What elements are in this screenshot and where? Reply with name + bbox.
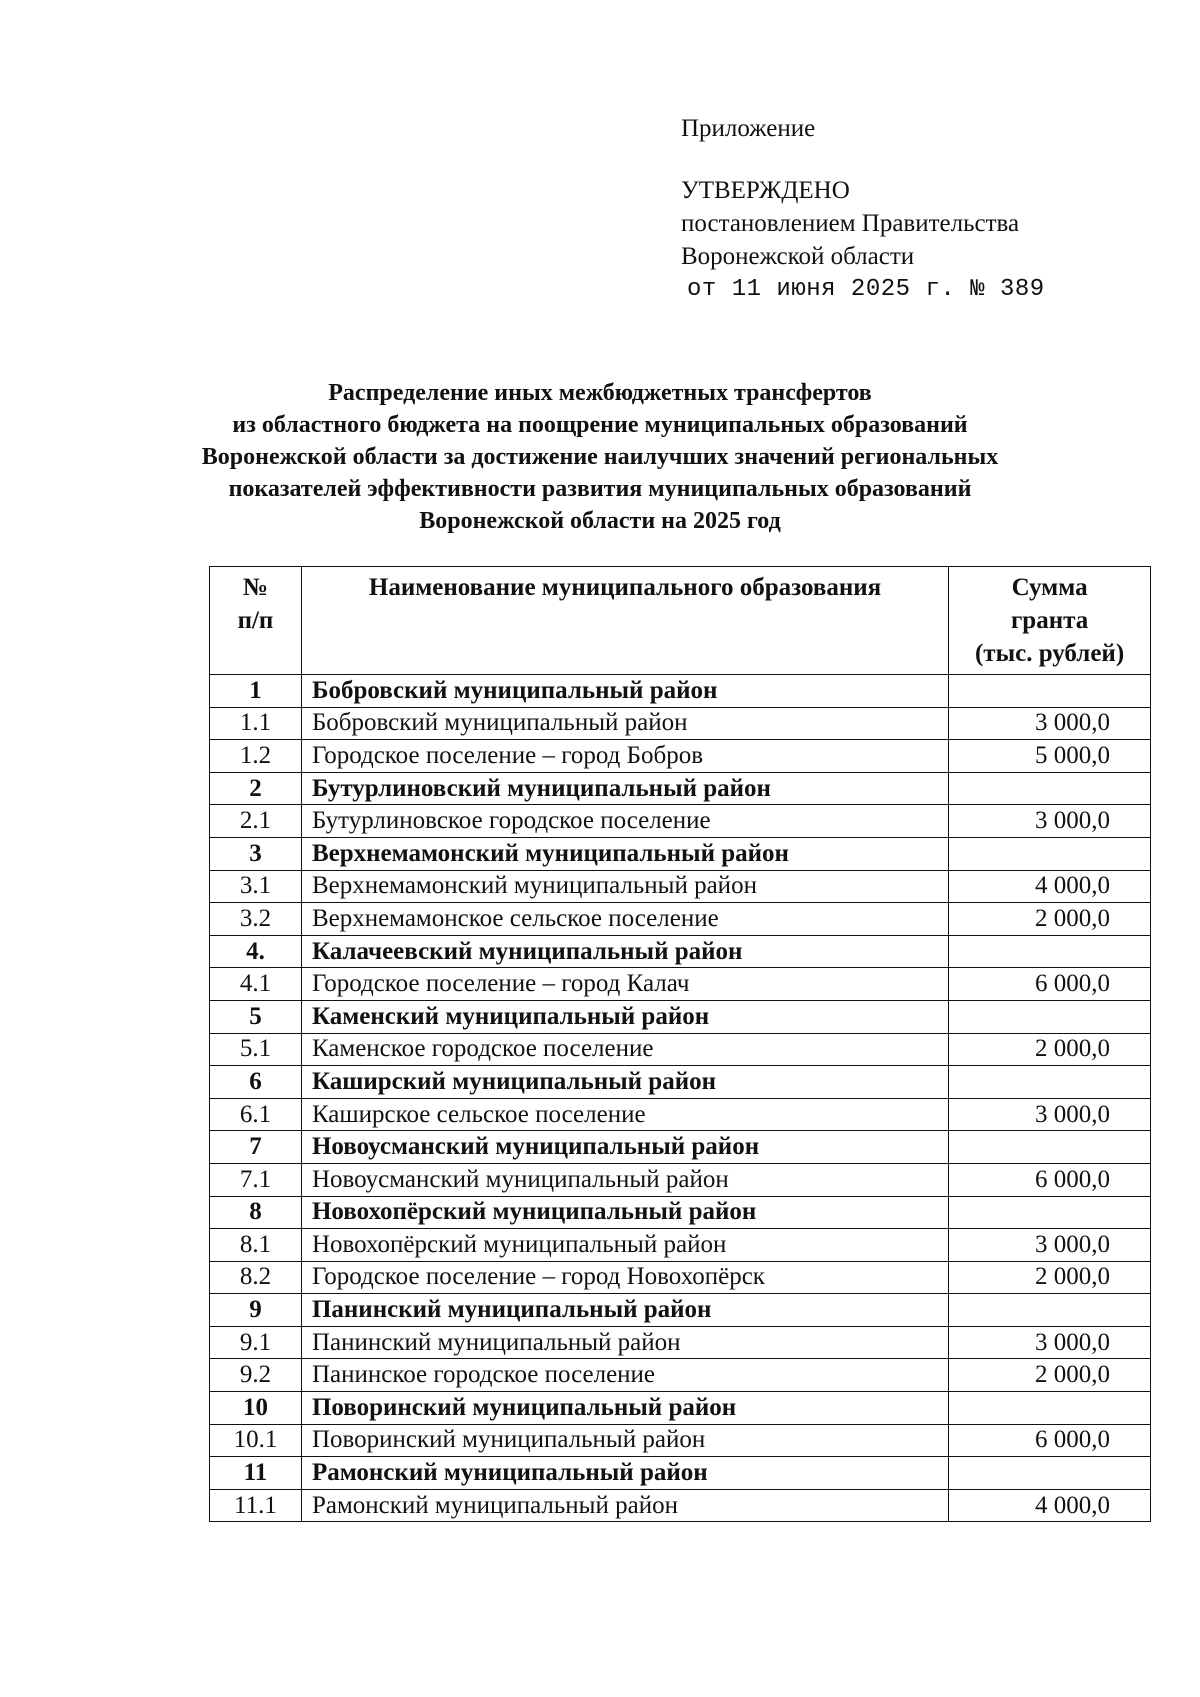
title-line-3: Воронежской области за достижение наилучших значений региональных	[201, 444, 999, 470]
row-number: 8	[210, 1196, 302, 1229]
row-sum: 5 000,0	[949, 740, 1151, 773]
row-name: Верхнемамонский муниципальный район	[301, 837, 948, 870]
row-name: Каширский муниципальный район	[301, 1066, 948, 1099]
row-number: 7	[210, 1131, 302, 1164]
row-number: 6	[210, 1066, 302, 1099]
header-sum: Сумма гранта (тыс. рублей)	[949, 567, 1151, 675]
row-number: 6.1	[210, 1098, 302, 1131]
row-name: Поворинский муниципальный район	[301, 1424, 948, 1457]
row-sum	[949, 1392, 1151, 1425]
row-sum: 4 000,0	[949, 1489, 1151, 1522]
row-name: Новоусманский муниципальный район	[301, 1131, 948, 1164]
approved-stamp: УТВЕРЖДЕНО	[681, 177, 850, 204]
table-group-row	[210, 1131, 1151, 1164]
table-row	[210, 1163, 1151, 1196]
row-sum	[949, 837, 1151, 870]
row-name: Новоусманский муниципальный район	[301, 1163, 948, 1196]
row-sum	[949, 675, 1151, 708]
row-sum	[949, 1066, 1151, 1099]
approval-line-2: Воронежской области	[681, 243, 915, 270]
header-number: № п/п	[210, 567, 302, 675]
table-row	[210, 1326, 1151, 1359]
row-number: 1	[210, 675, 302, 708]
appendix-label: Приложение	[681, 115, 816, 142]
table-row	[210, 870, 1151, 903]
table-row	[210, 1359, 1151, 1392]
row-sum: 2 000,0	[949, 1359, 1151, 1392]
row-name: Рамонский муниципальный район	[301, 1489, 948, 1522]
row-name: Каменский муниципальный район	[301, 1000, 948, 1033]
table-group-row	[210, 675, 1151, 708]
table-group-row	[210, 837, 1151, 870]
row-number: 9	[210, 1294, 302, 1327]
row-number: 8.2	[210, 1261, 302, 1294]
table-row	[210, 968, 1151, 1001]
approval-line-1: постановлением Правительства	[681, 210, 1020, 237]
decree-date-number: от 11 июня 2025 г. № 389	[687, 276, 1045, 303]
row-sum: 4 000,0	[949, 870, 1151, 903]
row-sum	[949, 1131, 1151, 1164]
table-row	[210, 707, 1151, 740]
row-number: 5	[210, 1000, 302, 1033]
row-number: 8.1	[210, 1229, 302, 1262]
table-group-row	[210, 1000, 1151, 1033]
row-sum	[949, 1000, 1151, 1033]
table-group-row	[210, 935, 1151, 968]
row-sum: 3 000,0	[949, 1326, 1151, 1359]
row-number: 10.1	[210, 1424, 302, 1457]
row-number: 2.1	[210, 805, 302, 838]
row-sum: 6 000,0	[949, 1163, 1151, 1196]
table-row	[210, 740, 1151, 773]
row-sum	[949, 1457, 1151, 1490]
row-number: 3.2	[210, 903, 302, 936]
row-sum: 3 000,0	[949, 1229, 1151, 1262]
row-sum	[949, 772, 1151, 805]
title-line-5: Воронежской области на 2025 год	[419, 508, 781, 534]
title-line-2: из областного бюджета на поощрение муниципальных образований	[232, 412, 968, 438]
row-number: 7.1	[210, 1163, 302, 1196]
table-row	[210, 1229, 1151, 1262]
row-sum	[949, 1294, 1151, 1327]
table-row	[210, 1033, 1151, 1066]
table-row	[210, 805, 1151, 838]
title-line-1: Распределение иных межбюджетных трансфертов	[328, 380, 872, 406]
row-number: 9.1	[210, 1326, 302, 1359]
row-name: Новохопёрский муниципальный район	[301, 1196, 948, 1229]
row-name: Новохопёрский муниципальный район	[301, 1229, 948, 1262]
row-sum: 6 000,0	[949, 1424, 1151, 1457]
table-group-row	[210, 1196, 1151, 1229]
table-group-row	[210, 772, 1151, 805]
row-name: Верхнемамонский муниципальный район	[301, 870, 948, 903]
table-row	[210, 1261, 1151, 1294]
table-group-row	[210, 1392, 1151, 1425]
approval-block	[681, 112, 1101, 306]
row-name: Панинский муниципальный район	[301, 1326, 948, 1359]
row-sum: 2 000,0	[949, 903, 1151, 936]
row-sum: 3 000,0	[949, 1098, 1151, 1131]
row-name: Бутурлиновское городское поселение	[301, 805, 948, 838]
row-name: Верхнемамонское сельское поселение	[301, 903, 948, 936]
row-sum: 2 000,0	[949, 1261, 1151, 1294]
table-row	[210, 1098, 1151, 1131]
row-sum: 2 000,0	[949, 1033, 1151, 1066]
table-row	[210, 1424, 1151, 1457]
row-name: Городское поселение – город Новохопёрск	[301, 1261, 948, 1294]
row-number: 10	[210, 1392, 302, 1425]
row-name: Калачеевский муниципальный район	[301, 935, 948, 968]
row-sum: 3 000,0	[949, 707, 1151, 740]
header-name: Наименование муниципального образования	[301, 567, 948, 675]
row-number: 11.1	[210, 1489, 302, 1522]
document-title	[180, 377, 1020, 537]
row-sum: 3 000,0	[949, 805, 1151, 838]
table-group-row	[210, 1066, 1151, 1099]
table-header-row	[210, 567, 1151, 675]
row-name: Панинское городское поселение	[301, 1359, 948, 1392]
row-sum: 6 000,0	[949, 968, 1151, 1001]
table-row	[210, 903, 1151, 936]
row-number: 5.1	[210, 1033, 302, 1066]
row-number: 4.1	[210, 968, 302, 1001]
title-line-4: показателей эффективности развития муниципальных образований	[228, 476, 972, 502]
row-number: 4.	[210, 935, 302, 968]
row-number: 11	[210, 1457, 302, 1490]
row-name: Каменское городское поселение	[301, 1033, 948, 1066]
row-name: Городское поселение – город Калач	[301, 968, 948, 1001]
row-number: 9.2	[210, 1359, 302, 1392]
row-name: Рамонский муниципальный район	[301, 1457, 948, 1490]
row-number: 1.2	[210, 740, 302, 773]
table-group-row	[210, 1457, 1151, 1490]
row-name: Каширское сельское поселение	[301, 1098, 948, 1131]
table-row	[210, 1489, 1151, 1522]
row-name: Панинский муниципальный район	[301, 1294, 948, 1327]
row-name: Городское поселение – город Бобров	[301, 740, 948, 773]
row-number: 3	[210, 837, 302, 870]
grants-table	[209, 566, 1151, 1522]
table-group-row	[210, 1294, 1151, 1327]
row-name: Поворинский муниципальный район	[301, 1392, 948, 1425]
row-name: Бобровский муниципальный район	[301, 707, 948, 740]
row-name: Бобровский муниципальный район	[301, 675, 948, 708]
row-sum	[949, 935, 1151, 968]
row-sum	[949, 1196, 1151, 1229]
row-name: Бутурлиновский муниципальный район	[301, 772, 948, 805]
row-number: 3.1	[210, 870, 302, 903]
row-number: 1.1	[210, 707, 302, 740]
row-number: 2	[210, 772, 302, 805]
